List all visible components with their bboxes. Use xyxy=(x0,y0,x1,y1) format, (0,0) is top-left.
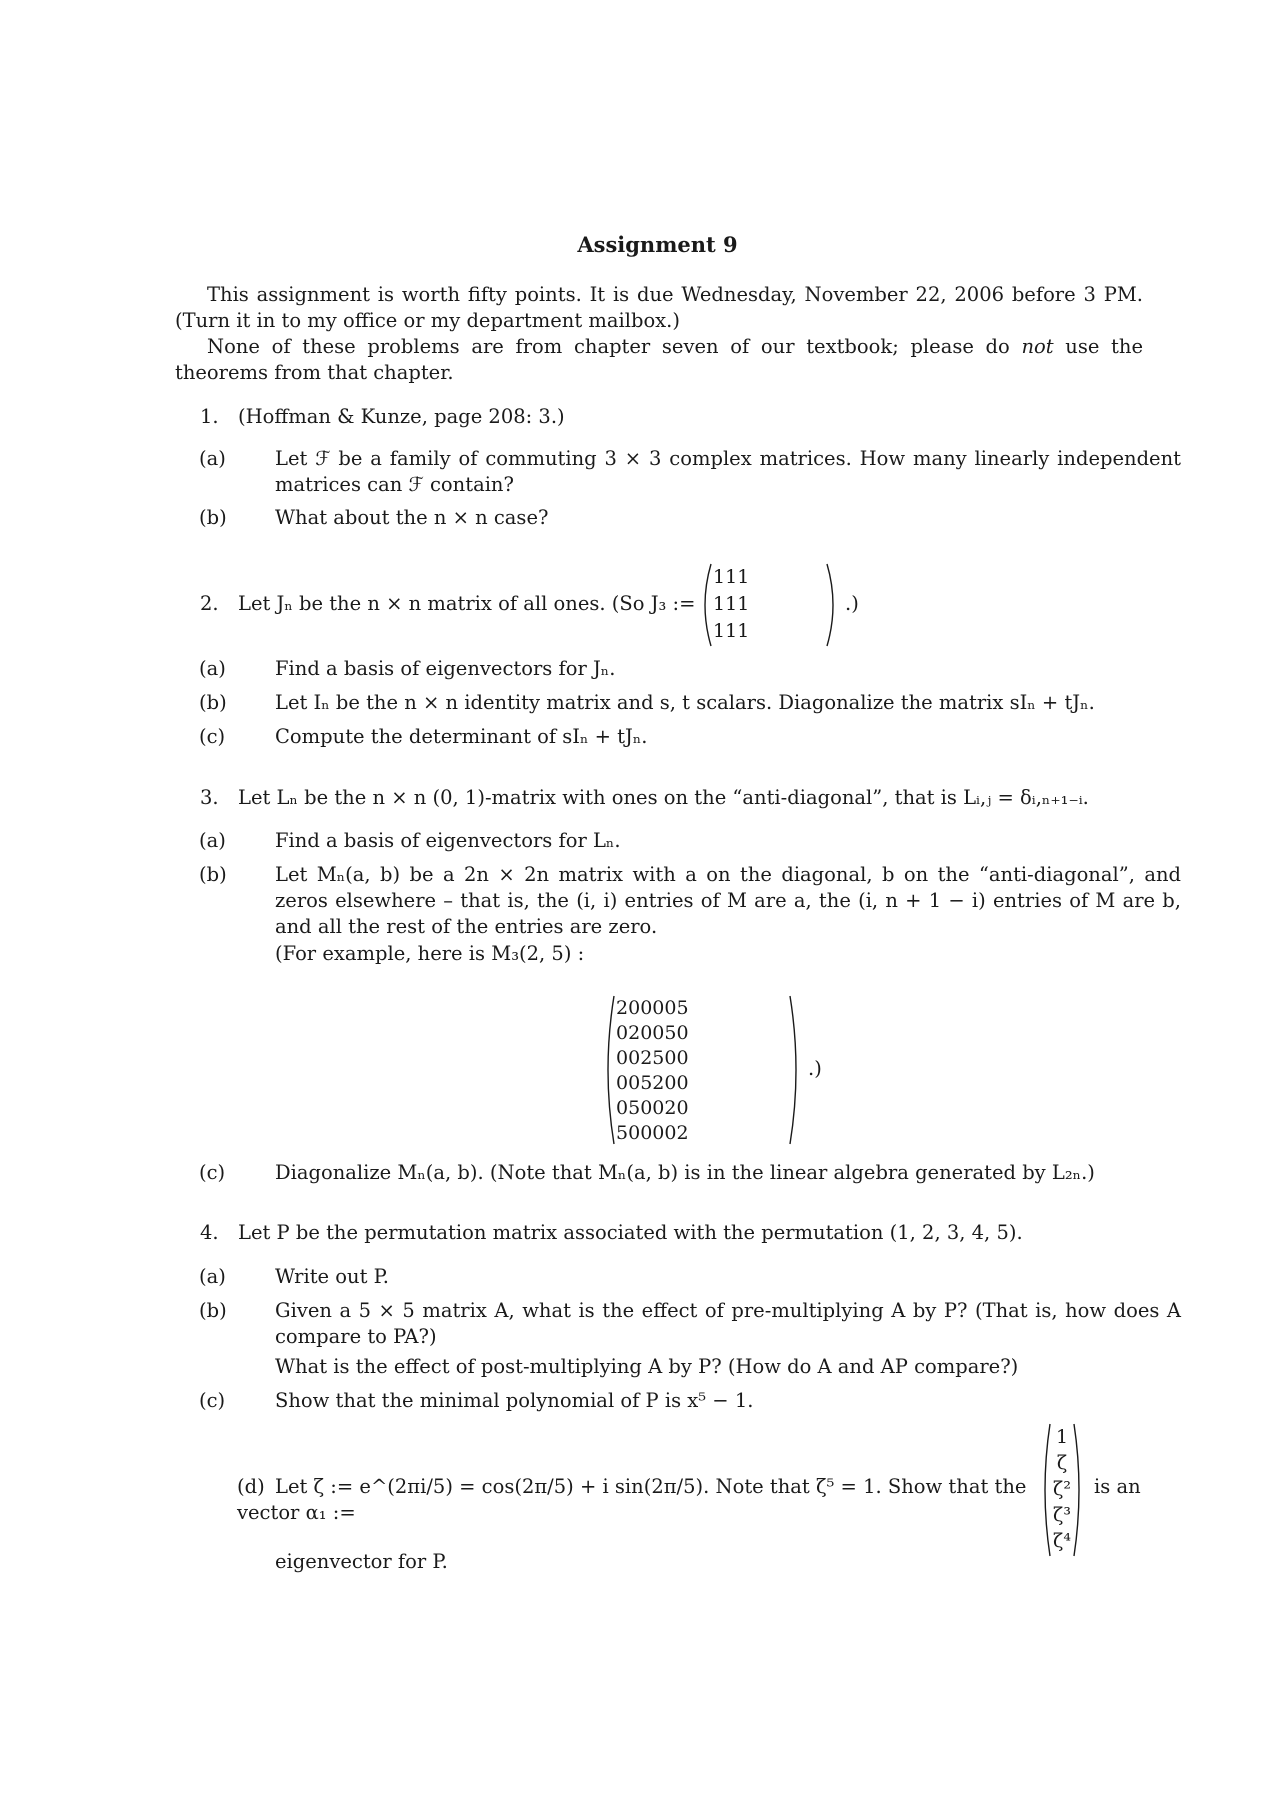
matrix-entry: ζ xyxy=(1056,1452,1068,1474)
matrix-row xyxy=(616,995,689,1020)
matrix-entry: 1 xyxy=(737,619,750,642)
problem-text: (Hoffman & Kunze, page 208: 3.) xyxy=(238,405,565,428)
matrix-row xyxy=(616,1020,689,1045)
matrix-entry: 5 xyxy=(664,1021,677,1044)
part-label: (a) xyxy=(199,447,226,470)
problem-2c xyxy=(199,724,1181,750)
matrix-entry: 5 xyxy=(640,1071,653,1094)
problem-2a xyxy=(199,656,1181,682)
matrix-entry: 1 xyxy=(725,565,738,588)
part-text: Let Iₙ be the n × n identity matrix and s, t scalars. Diagonalize the matrix sIₙ + tJₙ. xyxy=(275,691,1095,714)
matrix-close: .) xyxy=(808,1057,822,1080)
matrix-entry: 2 xyxy=(640,1046,653,1069)
part-text: Given a 5 × 5 matrix A, what is the effect of pre-multiplying A by P? (That is, how does A compare to PA?) xyxy=(275,1299,1181,1348)
matrix-entry: 0 xyxy=(664,1071,677,1094)
matrix-entry: 0 xyxy=(676,1046,689,1069)
matrix-entry: ζ³ xyxy=(1053,1504,1071,1526)
matrix-row xyxy=(1050,1424,1074,1450)
matrix-table xyxy=(713,563,749,644)
matrix-entry: 1 xyxy=(1055,1426,1069,1448)
matrix-entry: 0 xyxy=(628,1071,641,1094)
intro-paragraph-2 xyxy=(175,334,1143,386)
problem-4b-followup: What is the effect of post-multiplying A by P? (How do A and AP compare?) xyxy=(275,1355,1019,1378)
matrix-row xyxy=(1050,1502,1074,1528)
problem-3b-example: (For example, here is M₃(2, 5) : xyxy=(275,942,585,965)
problem-1a xyxy=(199,446,1181,498)
matrix-entry: 0 xyxy=(652,1121,665,1144)
matrix-row xyxy=(616,1095,689,1120)
matrix-row xyxy=(616,1045,689,1070)
matrix-entry: 5 xyxy=(628,1096,641,1119)
matrix-entry: 1 xyxy=(713,565,726,588)
part-label: (b) xyxy=(199,863,227,886)
matrix-entry: 2 xyxy=(628,1021,641,1044)
matrix-entry: 0 xyxy=(628,996,641,1019)
part-label: (a) xyxy=(199,1265,226,1288)
matrix-entry: 0 xyxy=(640,996,653,1019)
problem-number: 3. xyxy=(200,786,219,809)
matrix-entry: 0 xyxy=(676,1021,689,1044)
matrix-entry: 1 xyxy=(737,592,750,615)
matrix-entry: 0 xyxy=(628,1046,641,1069)
problem-3b xyxy=(199,862,1181,940)
matrix-entry: 2 xyxy=(676,1121,689,1144)
part-text: Find a basis of eigenvectors for Jₙ. xyxy=(275,657,616,680)
matrix-entry: 0 xyxy=(616,1046,629,1069)
part-label: (b) xyxy=(199,506,227,529)
matrix-entry: 0 xyxy=(640,1096,653,1119)
intro-text-a: None of these problems are from chapter seven of our textbook; please do xyxy=(207,335,1022,358)
matrix-row xyxy=(616,1120,689,1145)
problem-4c xyxy=(199,1388,1181,1414)
problem-text: Let Lₙ be the n × n (0, 1)-matrix with ones on the “anti-diagonal”, that is Lᵢ,ⱼ = δᵢ,ₙ₊₁₋ᵢ. xyxy=(238,786,1089,809)
matrix-entry: 0 xyxy=(664,996,677,1019)
matrix-entry: 0 xyxy=(616,1071,629,1094)
matrix-entry: 0 xyxy=(664,1121,677,1144)
matrix-entry: 2 xyxy=(664,1096,677,1119)
part-text: Compute the determinant of sIₙ + tJₙ. xyxy=(275,725,648,748)
matrix-entry: 1 xyxy=(713,592,726,615)
part-text: Let Mₙ(a, b) be a 2n × 2n matrix with a on the diagonal, b on the “anti-diagonal”, and zeros elsewhere – that is, the (i, i) entries of M are a, the (i, n + 1 − i) entries of M are b, and all the rest of the entries are zero. xyxy=(275,863,1181,938)
problem-number: 2. xyxy=(200,592,219,615)
problem-4d xyxy=(237,1474,1047,1526)
problem-number: 1. xyxy=(200,405,219,428)
matrix-row xyxy=(713,590,749,617)
vector-table xyxy=(1050,1424,1074,1554)
matrix-entry: 0 xyxy=(676,1096,689,1119)
intro-text-b: use the theorems from that chapter. xyxy=(175,335,1143,384)
matrix-entry: 1 xyxy=(725,619,738,642)
problem-4b xyxy=(199,1298,1181,1350)
problem-text: Let P be the permutation matrix associated with the permutation (1, 2, 3, 4, 5). xyxy=(238,1221,1023,1244)
problem-3a xyxy=(199,828,1181,854)
part-label: (c) xyxy=(199,1389,226,1412)
matrix-row xyxy=(616,1070,689,1095)
matrix-entry: 0 xyxy=(652,1021,665,1044)
part-label: (d) xyxy=(237,1475,265,1498)
matrix-row xyxy=(1050,1476,1074,1502)
matrix-entry: 0 xyxy=(652,996,665,1019)
matrix-entry: ζ² xyxy=(1053,1478,1071,1500)
matrix-entry: 2 xyxy=(652,1071,665,1094)
part-label: (c) xyxy=(199,1161,226,1184)
matrix-entry: 0 xyxy=(676,1071,689,1094)
intro-paragraph-1: This assignment is worth fifty points. It is due Wednesday, November 22, 2006 before 3 PM. (Turn it in to my office or my department mailbox.) xyxy=(175,283,1143,332)
problem-4 xyxy=(200,1220,1140,1246)
problem-3c xyxy=(199,1160,1181,1186)
matrix-entry: 0 xyxy=(628,1121,641,1144)
problem-1 xyxy=(200,404,1140,430)
problem-3 xyxy=(200,785,1140,811)
problem-2 xyxy=(200,591,720,617)
matrix-row xyxy=(713,563,749,590)
matrix-entry: 0 xyxy=(640,1121,653,1144)
matrix-row xyxy=(1050,1450,1074,1476)
matrix-entry: 2 xyxy=(616,996,629,1019)
part-text: Write out P. xyxy=(275,1265,390,1288)
page-title: Assignment 9 xyxy=(577,232,738,257)
part-text: What about the n × n case? xyxy=(275,506,549,529)
matrix-entry: 5 xyxy=(652,1046,665,1069)
matrix-table xyxy=(616,995,689,1145)
matrix-close: .) xyxy=(845,592,859,615)
matrix-entry: 0 xyxy=(616,1096,629,1119)
problem-1b xyxy=(199,505,1181,531)
part-text: Diagonalize Mₙ(a, b). (Note that Mₙ(a, b) is in the linear algebra generated by L₂ₙ.) xyxy=(275,1161,1095,1184)
problem-4d-tail: is an xyxy=(1094,1475,1141,1498)
part-text: Show that the minimal polynomial of P is x⁵ − 1. xyxy=(275,1389,754,1412)
matrix-row xyxy=(1050,1528,1074,1554)
matrix-row xyxy=(713,617,749,644)
matrix-entry: 1 xyxy=(737,565,750,588)
problem-4d-continuation: eigenvector for P. xyxy=(275,1550,448,1573)
matrix-entry: 1 xyxy=(725,592,738,615)
part-text: Let ζ := e^(2πi/5) = cos(2π/5) + i sin(2π/5). Note that ζ⁵ = 1. Show that the vector α₁ := xyxy=(237,1475,1027,1524)
matrix-entry: 0 xyxy=(640,1021,653,1044)
matrix-entry: 5 xyxy=(676,996,689,1019)
part-label: (a) xyxy=(199,829,226,852)
part-label: (c) xyxy=(199,725,226,748)
intro-emphasis: not xyxy=(1021,335,1054,358)
part-label: (a) xyxy=(199,657,226,680)
part-label: (b) xyxy=(199,1299,227,1322)
part-label: (b) xyxy=(199,691,227,714)
part-text: Let ℱ be a family of commuting 3 × 3 complex matrices. How many linearly independent matrices can ℱ contain? xyxy=(275,447,1181,496)
matrix-entry: 5 xyxy=(616,1121,629,1144)
problem-2b xyxy=(199,690,1181,716)
matrix-entry: 0 xyxy=(664,1046,677,1069)
matrix-entry: ζ⁴ xyxy=(1053,1530,1071,1552)
matrix-entry: 0 xyxy=(616,1021,629,1044)
problem-4a xyxy=(199,1264,1181,1290)
matrix-entry: 1 xyxy=(713,619,726,642)
problem-text: Let Jₙ be the n × n matrix of all ones. (So J₃ := xyxy=(238,592,696,615)
part-text: Find a basis of eigenvectors for Lₙ. xyxy=(275,829,621,852)
matrix-entry: 0 xyxy=(652,1096,665,1119)
problem-number: 4. xyxy=(200,1221,219,1244)
